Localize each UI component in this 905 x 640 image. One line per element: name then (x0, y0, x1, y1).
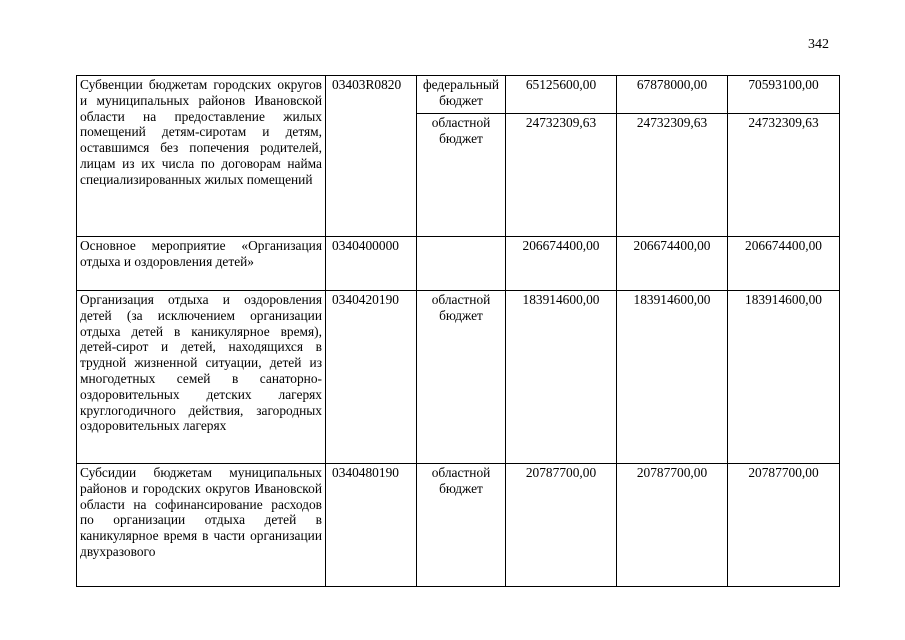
row-amount-year3: 183914600,00 (728, 291, 840, 464)
table-row (77, 237, 840, 291)
row-amount-year1: 20787700,00 (506, 464, 617, 587)
row-code: 0340400000 (326, 237, 417, 291)
row-funding-source: областной бюджет (417, 464, 506, 587)
table-row (77, 76, 840, 114)
row-amount-year2: 24732309,63 (617, 114, 728, 237)
row-description: Субвенции бюджетам городских округов и муниципальных районов Ивановской области на предоставление жилых помещений детям-сиротам и детям, оставшимся без попечения родителей, лицам из их числа по договорам найма специализированных жилых помещений (77, 76, 326, 237)
row-funding-source: областной бюджет (417, 114, 506, 237)
row-description: Субсидии бюджетам муниципальных районов и городских округов Ивановской области на софинансирование расходов по организации отдыха детей в каникулярное время в части организации двухразового (80, 465, 322, 559)
row-amount-year1: 183914600,00 (506, 291, 617, 464)
row-code: 0340420190 (326, 291, 417, 464)
table-row (77, 291, 840, 464)
row-funding-source: федеральный бюджет (417, 76, 506, 114)
row-amount-year1: 206674400,00 (506, 237, 617, 291)
row-amount-year1: 65125600,00 (506, 76, 617, 114)
row-amount-year3: 70593100,00 (728, 76, 840, 114)
budget-table (76, 75, 840, 587)
row-amount-year2: 67878000,00 (617, 76, 728, 114)
row-amount-year3: 24732309,63 (728, 114, 840, 237)
row-description: Организация отдыха и оздоровления детей (за исключением организации отдыха детей в каникулярное время), детей-сирот и детей, находящихся в трудной жизненной ситуации, детей из многодетных семей в санаторно-оздоровительных детских лагерях круглогодичного действия, загородных оздоровительных лагерях (77, 291, 326, 464)
row-amount-year2: 20787700,00 (617, 464, 728, 587)
row-funding-source: областной бюджет (417, 291, 506, 464)
row-description-cell (77, 464, 326, 587)
row-amount-year1: 24732309,63 (506, 114, 617, 237)
row-description: Основное мероприятие «Организация отдыха и оздоровления детей» (77, 237, 326, 291)
row-funding-source (417, 237, 506, 291)
row-code: 03403R0820 (326, 76, 417, 237)
page-number: 342 (808, 37, 829, 52)
row-code: 0340480190 (326, 464, 417, 587)
table-row (77, 464, 840, 587)
row-amount-year2: 183914600,00 (617, 291, 728, 464)
row-amount-year3: 20787700,00 (728, 464, 840, 587)
row-amount-year2: 206674400,00 (617, 237, 728, 291)
row-amount-year3: 206674400,00 (728, 237, 840, 291)
